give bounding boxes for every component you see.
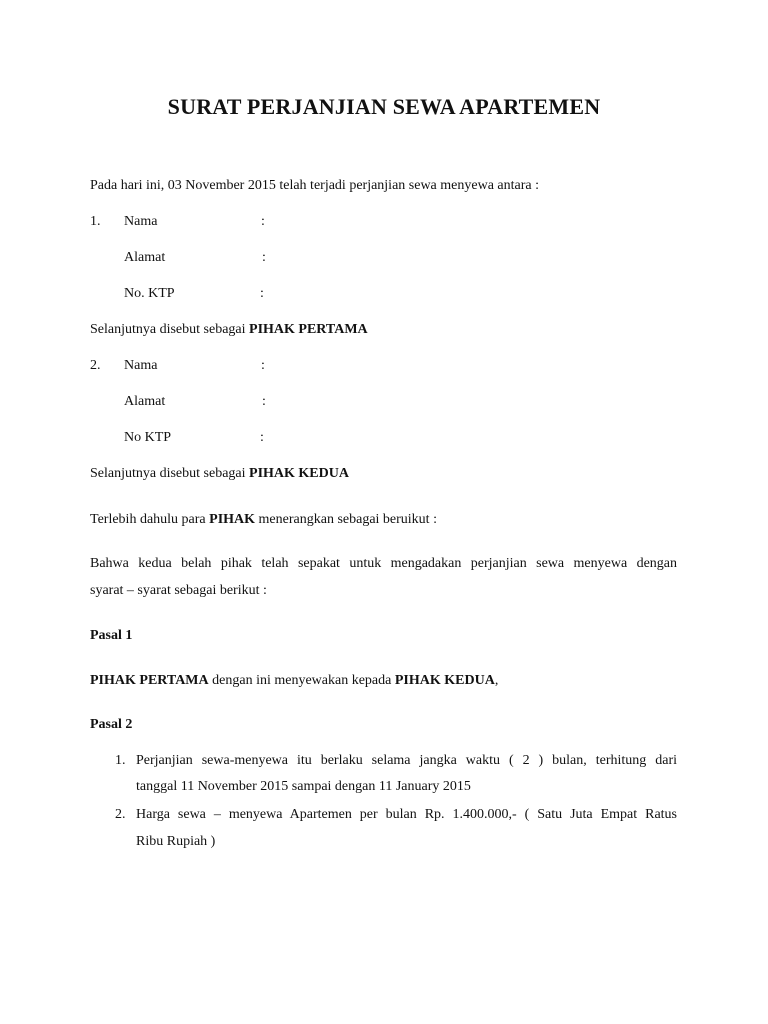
pasal1-heading: Pasal 1 [90, 628, 133, 643]
party1-ktp-colon: : [260, 286, 264, 301]
party2-name-colon: : [261, 358, 265, 373]
party2-name-label: Nama [124, 358, 158, 373]
party2-designation [90, 465, 349, 483]
agreement-line-1: Bahwa kedua belah pihak telah sepakat untuk mengadakan perjanjian sewa menyewa dengan [90, 556, 677, 571]
pasal1-bold2: PIHAK KEDUA [394, 673, 495, 688]
pasal1-end: , [494, 673, 499, 688]
party1-address-colon: : [262, 250, 266, 265]
preface-suffix: menerangkan sebagai beruikut : [255, 512, 437, 527]
party2-ktp-colon: : [260, 430, 264, 445]
intro-text: Pada hari ini, 03 November 2015 telah terjadi perjanjian sewa menyewa antara : [90, 178, 539, 193]
party2-number: 2. [90, 358, 101, 373]
pasal2-item1-line1: Perjanjian sewa-menyewa itu berlaku selama jangka waktu ( 2 ) bulan, terhitung dari [136, 753, 677, 768]
document-title: SURAT PERJANJIAN SEWA APARTEMEN [167, 94, 601, 119]
party2-address-colon: : [262, 394, 266, 409]
pasal2-item2-line2: Ribu Rupiah ) [136, 834, 216, 849]
party1-designation [90, 321, 368, 339]
pasal2-heading: Pasal 2 [90, 717, 133, 732]
pasal1-text [90, 672, 498, 690]
pasal2-item2-number: 2. [115, 807, 126, 822]
pasal1-bold1: PIHAK PERTAMA [90, 673, 209, 688]
party1-number: 1. [90, 214, 101, 229]
party1-ktp-label: No. KTP [124, 286, 175, 301]
preface-bold: PIHAK [209, 512, 256, 527]
party2-designation-prefix: Selanjutnya disebut sebagai [90, 466, 250, 481]
party1-address-label: Alamat [124, 250, 166, 265]
agreement-line-2: syarat – syarat sebagai berikut : [90, 583, 267, 598]
pasal2-item1-number: 1. [115, 753, 126, 768]
party1-name-label: Nama [124, 214, 158, 229]
preface-prefix: Terlebih dahulu para [90, 512, 210, 527]
party2-ktp-label: No KTP [124, 430, 172, 445]
party1-designation-bold: PIHAK PERTAMA [249, 322, 368, 337]
preface-text [90, 511, 437, 529]
pasal1-middle: dengan ini menyewakan kepada [208, 673, 395, 688]
pasal2-item2-line1: Harga sewa – menyewa Apartemen per bulan Rp. 1.400.000,- ( Satu Juta Empat Ratus [136, 807, 677, 822]
party1-name-colon: : [261, 214, 265, 229]
pasal2-item1-line2: tanggal 11 November 2015 sampai dengan 11 January 2015 [136, 779, 471, 794]
party2-address-label: Alamat [124, 394, 166, 409]
party2-designation-bold: PIHAK KEDUA [249, 466, 349, 481]
party1-designation-prefix: Selanjutnya disebut sebagai [90, 322, 250, 337]
